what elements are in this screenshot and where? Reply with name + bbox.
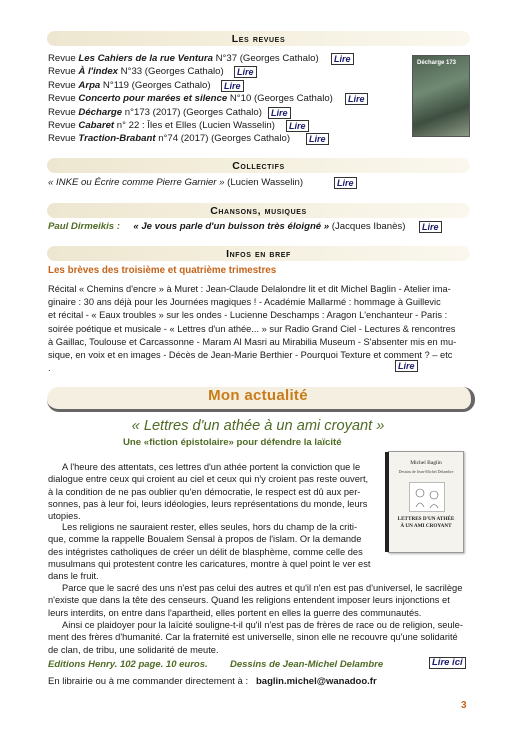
chanson-lire-button[interactable]: Lire [419,221,442,233]
paragraph-line: des intégristes catholiques de créer un délit de blasphème, comme celle des [48,546,363,557]
revue-details: N°37 (Georges Cathalo) [212,53,319,64]
revue-title: Cabaret [78,120,115,131]
order-email[interactable]: baglin.michel@wanadoo.fr [256,676,377,687]
paragraph-line: n'existe que dans la tête des censeurs. Quand les religions entendent imposer leurs injonctions et [48,595,450,606]
revue-prefix: Revue [48,53,79,64]
edition-info: Editions Henry. 102 page. 10 euros. [48,659,208,670]
revue-line [48,133,290,145]
revue-details: N°33 (Georges Cathalo) [118,66,224,78]
infos-line: à Gaillac, Toulouse et Carcassonne - Maram Al Masri au Mirabilia Museum - S'absenter mis en mu- [48,336,457,347]
revue-lire-button[interactable]: Lire [268,107,291,119]
dessins-info: Dessins de Jean-Michel Delambre [230,659,384,670]
paragraph-line: ment des frères d'humanité. Car la fraternité est universelle, sinon elle ne recouvre qu'une solidarité [48,632,458,643]
paragraph-line: dans le fruit. [48,571,99,582]
revue-line [48,93,333,105]
book-title: « Lettres d'un athée à un ami croyant » [131,418,385,434]
infos-line: sique, en voix et en images - Décès de Jean-Marie Berthier - Pourquoi Texture et comment ? – etc [48,350,453,360]
paragraph-line: dialogue entre ceux qui croient au ciel et ceux qui n'y croient pas reste ouvert, [48,474,369,485]
chanson-title: « Je vous parle d'un buisson très éloigné » [133,221,330,232]
section-heading-collectifs: Collectifs [47,158,470,173]
chanson-artist: Paul Dirmeikis : [48,221,120,232]
revue-details: n°173 (2017) (Georges Cathalo) [122,106,262,118]
section-heading-infos: Infos en bref [47,246,470,261]
revue-prefix: Revue [48,120,79,131]
decharge-cover-label: Décharge 173 [417,60,457,66]
page-number: 3 [461,700,467,711]
book-cover-author: Michel Baglin [410,460,442,466]
book-cover-image [388,451,464,553]
revue-lire-button[interactable]: Lire [234,66,257,78]
decharge-cover-image [412,55,470,137]
book-cover-title-1: LETTRES D'UN ATHÉE [397,516,455,522]
revue-lire-button[interactable]: Lire [345,93,368,105]
revue-details: n°74 (2017) (Georges Cathalo) [155,133,291,145]
paragraph-line: sonnes, pas à leur foi, leurs idéologies, leurs représentations du monde, leurs [48,498,368,509]
book-cover-spine [385,452,389,552]
revue-prefix: Revue [48,106,79,118]
paragraph-line: musulmans qui protestent contre les caricatures, montre à quel point le ver est [48,558,371,569]
revue-prefix: Revue [48,66,79,78]
collectif-lire-button[interactable]: Lire [334,177,357,189]
order-text: En librairie ou à me commander directement à : [48,676,249,687]
actualite-banner-title: Mon actualité [208,387,308,404]
revue-details: n° 22 : Îles et Elles (Lucien Wasselin) [114,120,275,131]
revue-details: N°10 (Georges Cathalo) [227,93,333,105]
revue-lire-button[interactable]: Lire [331,53,354,65]
revue-line [48,107,262,119]
infos-line: et récital - « Eaux troubles » sur les ondes - Lucienne Deschamps : Aragon L'enchanteur - Paris : [48,310,448,321]
paragraph-line: A l'heure des attentats, ces lettres d'un athée portent la conviction que le [62,462,361,472]
chanson-line [48,221,405,233]
paragraph-line: de clan, de tribu, une solidarité de meute. [48,644,219,655]
collectif-line [48,177,303,189]
infos-lire-button[interactable]: Lire [395,360,418,372]
revue-title: À l'index [78,66,119,78]
book-cover-drawing [409,482,445,512]
paragraph-line: Parce que le sacré des uns n'est pas celui des autres et qu'il n'en est pas d'universel, le sacrilège [62,583,463,593]
paragraph-line: Les religions ne sauraient rester, elles seules, hors du champ de la criti- [62,522,358,532]
revue-prefix: Revue [48,133,79,145]
collectif-author: (Lucien Wasselin) [224,177,304,188]
revue-lire-button[interactable]: Lire [306,133,329,145]
revue-title: Traction-Brabant [78,133,156,145]
book-cover-illustrator: Dessins de Jean-Michel Delambre [398,469,454,474]
infos-line: soirée poétique et musicale - « Lettres d'un athée... » sur Radio Grand Ciel - Lectures & rencontres [48,323,456,334]
paragraph-line: Ainsi ce plaidoyer pour la laïcité souligne-t-il qu'il n'est pas de frères de race ou de religion, seule- [62,620,463,630]
infos-line: . [48,363,51,374]
paragraph-line: leurs interdits, on entre dans l'apartheid, elles portent en elles la guerre des communautés. [48,607,422,618]
revue-line [48,66,224,78]
lire-ici-button[interactable]: Lire ici [429,657,466,669]
revue-details: N°119 (Georges Cathalo) [100,79,211,91]
revue-title: Concerto pour marées et silence [78,93,228,105]
revue-line [48,53,319,65]
revue-line [48,80,211,92]
book-cover-title-2: À UN AMI CROYANT [400,523,452,529]
revue-title: Les Cahiers de la rue Ventura [78,53,213,64]
revue-lire-button[interactable]: Lire [221,80,244,92]
infos-line: ginaire : 30 ans déjà pour les Journées magiques ! - Académie Mallarmé : hommage à Guillevic [48,297,441,308]
paragraph-line: que, comme la rappelle Boualem Sensal à propos de l'islam. Or la demande [48,534,362,545]
book-subtitle: Une «fiction épistolaire» pour défendre la laïcité [123,437,342,448]
revue-prefix: Revue [48,79,79,91]
paragraph-line: à la condition de ne pas oublier qu'en démocratie, le respect est dû aux per- [48,486,361,497]
revue-line [48,120,275,132]
section-heading-chansons: Chansons, musiques [47,203,470,218]
infos-line: Récital « Chemins d'encre » à Muret : Jean-Claude Delalondre lit et dit Michel Baglin - Atelier ima- [48,284,451,294]
chanson-author: (Jacques Ibanès) [329,221,406,232]
infos-subtitle: Les brèves des troisième et quatrième trimestres [48,265,277,276]
section-heading-revues: Les revues [47,31,470,46]
revue-prefix: Revue [48,93,79,105]
revue-title: Décharge [78,106,123,118]
revue-title: Arpa [78,79,101,91]
revue-lire-button[interactable]: Lire [286,120,309,132]
paragraph-line: utopies. [48,511,81,522]
collectif-title: « INKE ou Écrire comme Pierre Garnier » [48,177,225,188]
